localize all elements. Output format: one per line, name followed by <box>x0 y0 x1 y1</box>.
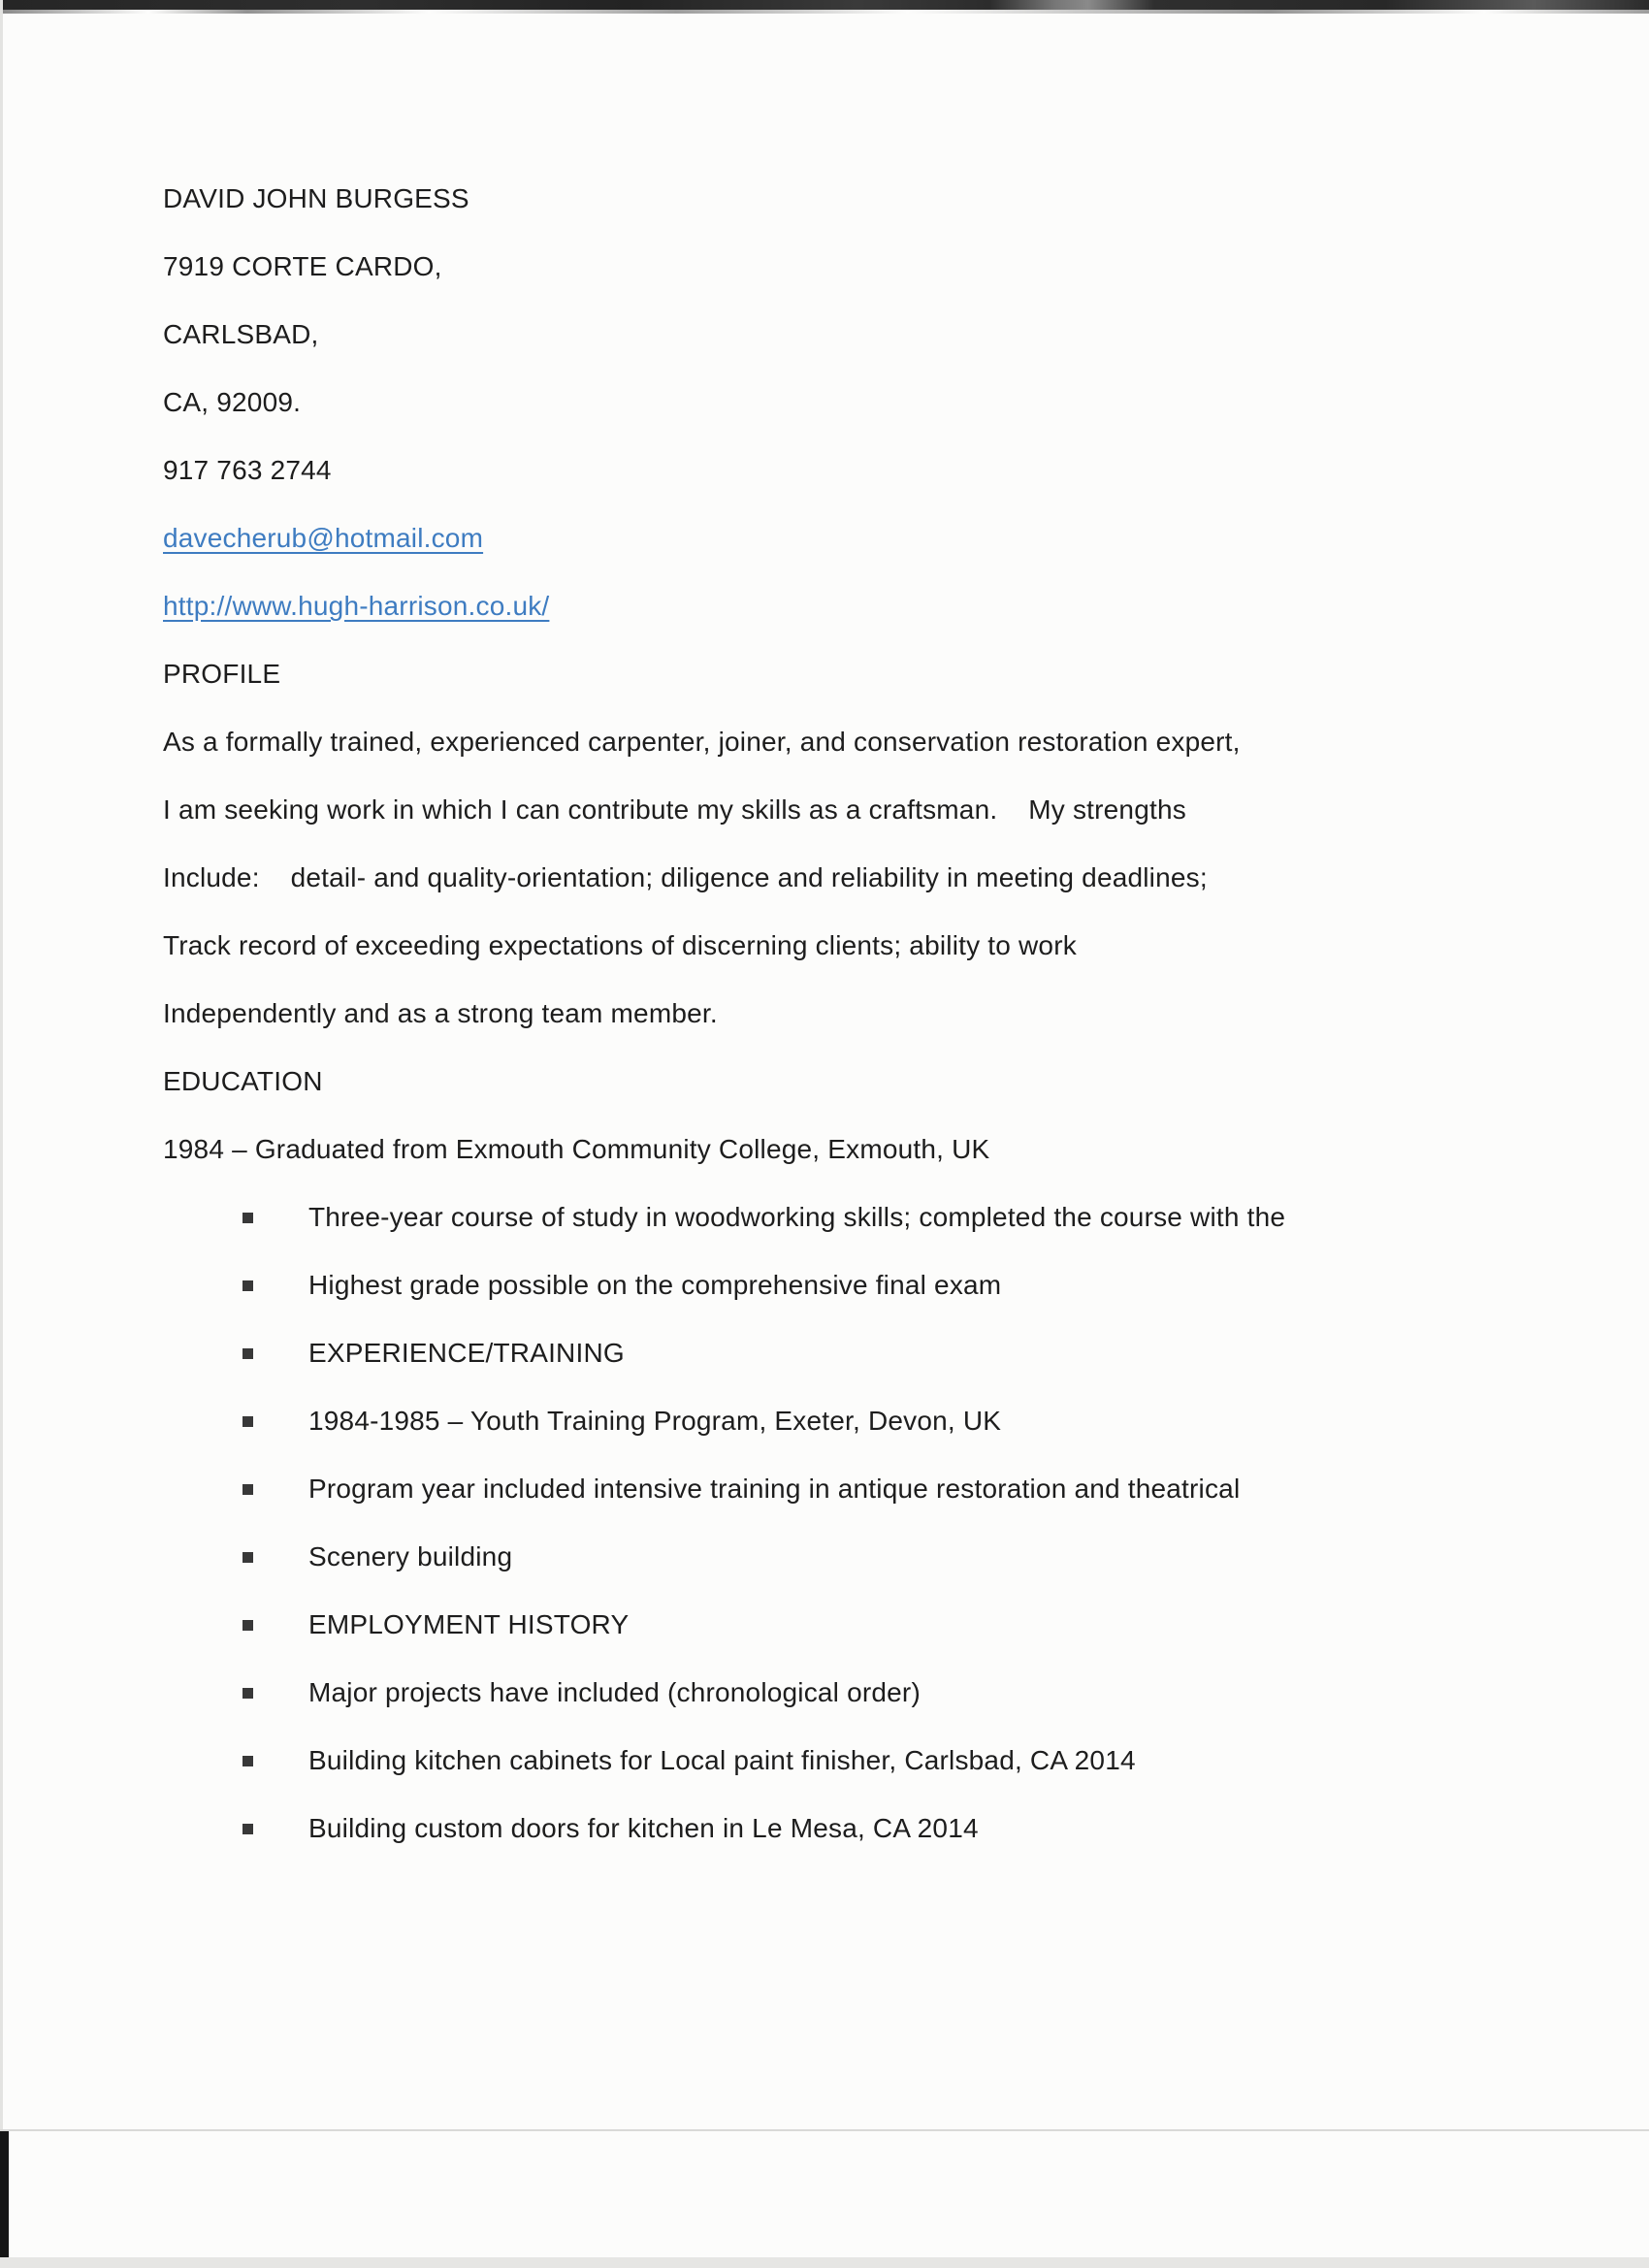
name-line: DAVID JOHN BURGESS <box>163 183 469 213</box>
address-line-1: 7919 CORTE CARDO, <box>163 251 442 281</box>
square-bullet-icon <box>242 1280 253 1291</box>
bullet-item <box>163 1251 1540 1319</box>
bullet-item-text: Scenery building <box>308 1541 513 1571</box>
bullet-item-text: Program year included intensive training in antique restoration and theatrical <box>308 1474 1241 1504</box>
bullet-item <box>163 1659 1540 1727</box>
scan-artifact-top-fray <box>0 10 1649 14</box>
bullet-item <box>163 1591 1540 1659</box>
scan-artifact-bottom-bar <box>0 2257 1649 2268</box>
bullet-item-text: 1984-1985 – Youth Training Program, Exeter, Devon, UK <box>308 1406 1002 1436</box>
square-bullet-icon <box>242 1620 253 1631</box>
bullet-item-text: EMPLOYMENT HISTORY <box>308 1609 630 1639</box>
square-bullet-icon <box>242 1348 253 1359</box>
bullet-item-text: Building kitchen cabinets for Local paint finisher, Carlsbad, CA 2014 <box>308 1745 1136 1775</box>
bullet-item <box>163 1523 1540 1591</box>
profile-text-line: Include: detail- and quality-orientation; diligence and reliability in meeting deadlines; <box>163 862 1208 892</box>
scan-artifact-left-edge <box>0 0 3 2131</box>
website-line <box>163 572 1540 640</box>
bullet-item <box>163 1183 1540 1251</box>
square-bullet-icon <box>242 1688 253 1699</box>
address-line-2: CARLSBAD, <box>163 319 319 349</box>
bullet-item <box>163 1387 1540 1455</box>
website-link[interactable]: http://www.hugh-harrison.co.uk/ <box>163 591 550 621</box>
bullet-item-text: Major projects have included (chronological order) <box>308 1677 921 1707</box>
education-intro-line: 1984 – Graduated from Exmouth Community College, Exmouth, UK <box>163 1134 990 1164</box>
phone-line: 917 763 2744 <box>163 455 332 485</box>
address-line-3: CA, 92009. <box>163 387 302 417</box>
scan-artifact-horizontal-line <box>0 2129 1649 2131</box>
scan-artifact-left-black-strip <box>0 2131 9 2268</box>
profile-text-line: Independently and as a strong team member. <box>163 998 718 1028</box>
bullet-item-text: Building custom doors for kitchen in Le Mesa, CA 2014 <box>308 1813 979 1843</box>
bullet-item-text: Three-year course of study in woodworking skills; completed the course with the <box>308 1202 1286 1232</box>
bullet-item-text: Highest grade possible on the comprehensive final exam <box>308 1270 1002 1300</box>
square-bullet-icon <box>242 1213 253 1223</box>
email-line <box>163 504 1540 572</box>
square-bullet-icon <box>242 1416 253 1427</box>
profile-text-line: As a formally trained, experienced carpenter, joiner, and conservation restoration expert, <box>163 727 1241 757</box>
bullet-item <box>163 1795 1540 1863</box>
bullet-item <box>163 1455 1540 1523</box>
resume-content <box>163 165 1540 1863</box>
square-bullet-icon <box>242 1756 253 1766</box>
email-link[interactable]: davecherub@hotmail.com <box>163 523 484 553</box>
square-bullet-icon <box>242 1552 253 1563</box>
profile-text-line: I am seeking work in which I can contribute my skills as a craftsman. My strengths <box>163 794 1186 825</box>
bullet-item <box>163 1319 1540 1387</box>
bullet-item <box>163 1727 1540 1795</box>
scan-artifact-top-bar <box>0 0 1649 10</box>
bullet-item-text: EXPERIENCE/TRAINING <box>308 1338 625 1368</box>
square-bullet-icon <box>242 1824 253 1834</box>
profile-heading: PROFILE <box>163 659 281 689</box>
profile-text-line: Track record of exceeding expectations of discerning clients; ability to work <box>163 930 1077 960</box>
square-bullet-icon <box>242 1484 253 1495</box>
education-heading: EDUCATION <box>163 1066 323 1096</box>
